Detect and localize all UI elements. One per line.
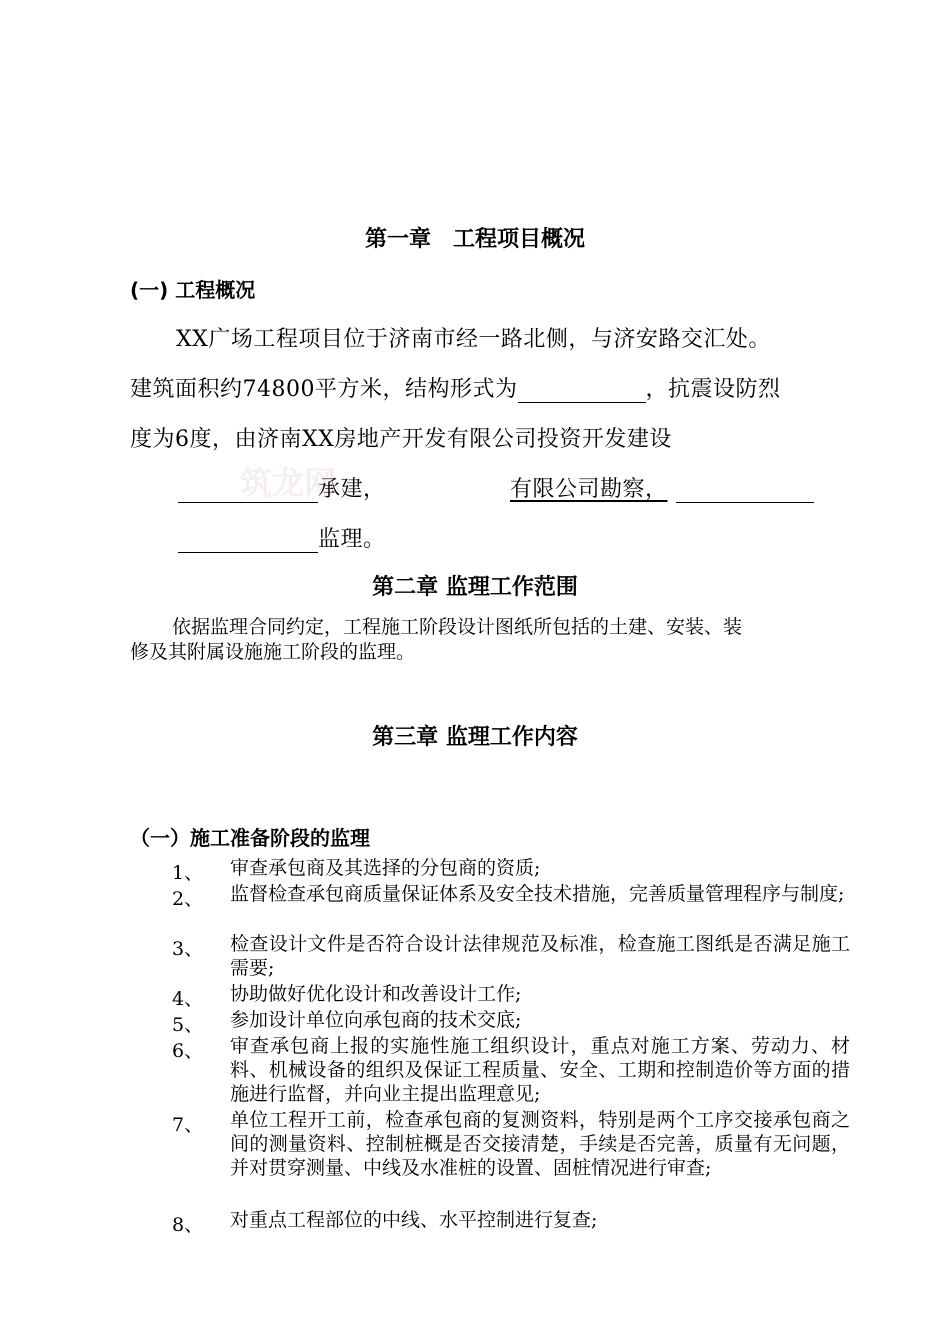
structure-form-blank [518, 380, 646, 403]
list-item-number: 4、 [172, 988, 204, 1010]
list-item-number: 7、 [172, 1114, 204, 1136]
list-item-text: 审查承包商及其选择的分包商的资质; [230, 857, 541, 879]
list-item-text: 单位工程开工前，检查承包商的复测资料，特别是两个工序交接承包商之间的测量资料、控制桩概是否交接清楚，手续是否完善，质量有无问题，并对贯穿测量、中线及水准桩的设置、固桩情况进行审查; [230, 1109, 850, 1179]
list-item-text: 审查承包商上报的实施性施工组织设计，重点对施工方案、劳动力、材料、机械设备的组织及保证工程质量、安全、工期和控制造价等方面的措施进行监督，并向业主提出监理意见; [230, 1035, 850, 1105]
overview-paragraph-line-3: 度为6度，由济南XX房地产开发有限公司投资开发建设 [130, 427, 672, 452]
overview-paragraph-line-1: XX广场工程项目位于济南市经一路北侧，与济安路交汇处。 [176, 327, 771, 352]
list-item-number: 6、 [172, 1040, 204, 1062]
list-item-number: 3、 [172, 938, 204, 960]
list-item-text: 协助做好优化设计和改善设计工作; [230, 983, 522, 1005]
watermark: 筑龙网 [240, 464, 337, 502]
overview-paragraph-line-5 [178, 522, 386, 553]
chapter-2-title: 第二章 监理工作范围 [372, 575, 578, 600]
survey-company-label: 有限公司勘察， [510, 477, 668, 502]
overview-paragraph-line-4b [510, 472, 814, 503]
list-item-number: 1、 [172, 862, 204, 884]
scope-paragraph-line-1: 依据监理合同约定，工程施工阶段设计图纸所包括的土建、安装、装 [172, 616, 743, 638]
list-item-number: 8、 [172, 1214, 204, 1236]
overview-paragraph-line-2 [130, 372, 781, 403]
contractor-blank [178, 480, 318, 503]
supervisor-blank [178, 530, 318, 553]
overview-line-2-text: 建筑面积约74800平方米，结构形式为 [130, 377, 518, 402]
section-heading-preparation: （一）施工准备阶段的监理 [130, 826, 370, 850]
list-item-text: 检查设计文件是否符合设计法律规范及标准，检查施工图纸是否满足施工需要; [230, 933, 850, 979]
contractor-label: 承建， [318, 477, 386, 502]
list-item-text: 对重点工程部位的中线、水平控制进行复查; [230, 1209, 598, 1231]
supervisor-label: 监理。 [318, 527, 386, 552]
chapter-1-title: 第一章 工程项目概况 [364, 227, 585, 252]
list-item-number: 2、 [172, 888, 204, 910]
overview-paragraph-line-4 [178, 472, 386, 503]
chapter-3-title: 第三章 监理工作内容 [372, 725, 578, 750]
section-heading-overview: (一) 工程概况 [130, 278, 256, 302]
survey-blank [676, 480, 814, 503]
scope-paragraph-line-2: 修及其附属设施施工阶段的监理。 [130, 641, 416, 663]
list-item-text: 监督检查承包商质量保证体系及安全技术措施，完善质量管理程序与制度; [230, 883, 845, 905]
list-item-text: 参加设计单位向承包商的技术交底; [230, 1009, 522, 1031]
list-item-number: 5、 [172, 1014, 204, 1036]
overview-line-2-tail: ，抗震设防烈 [645, 377, 781, 402]
